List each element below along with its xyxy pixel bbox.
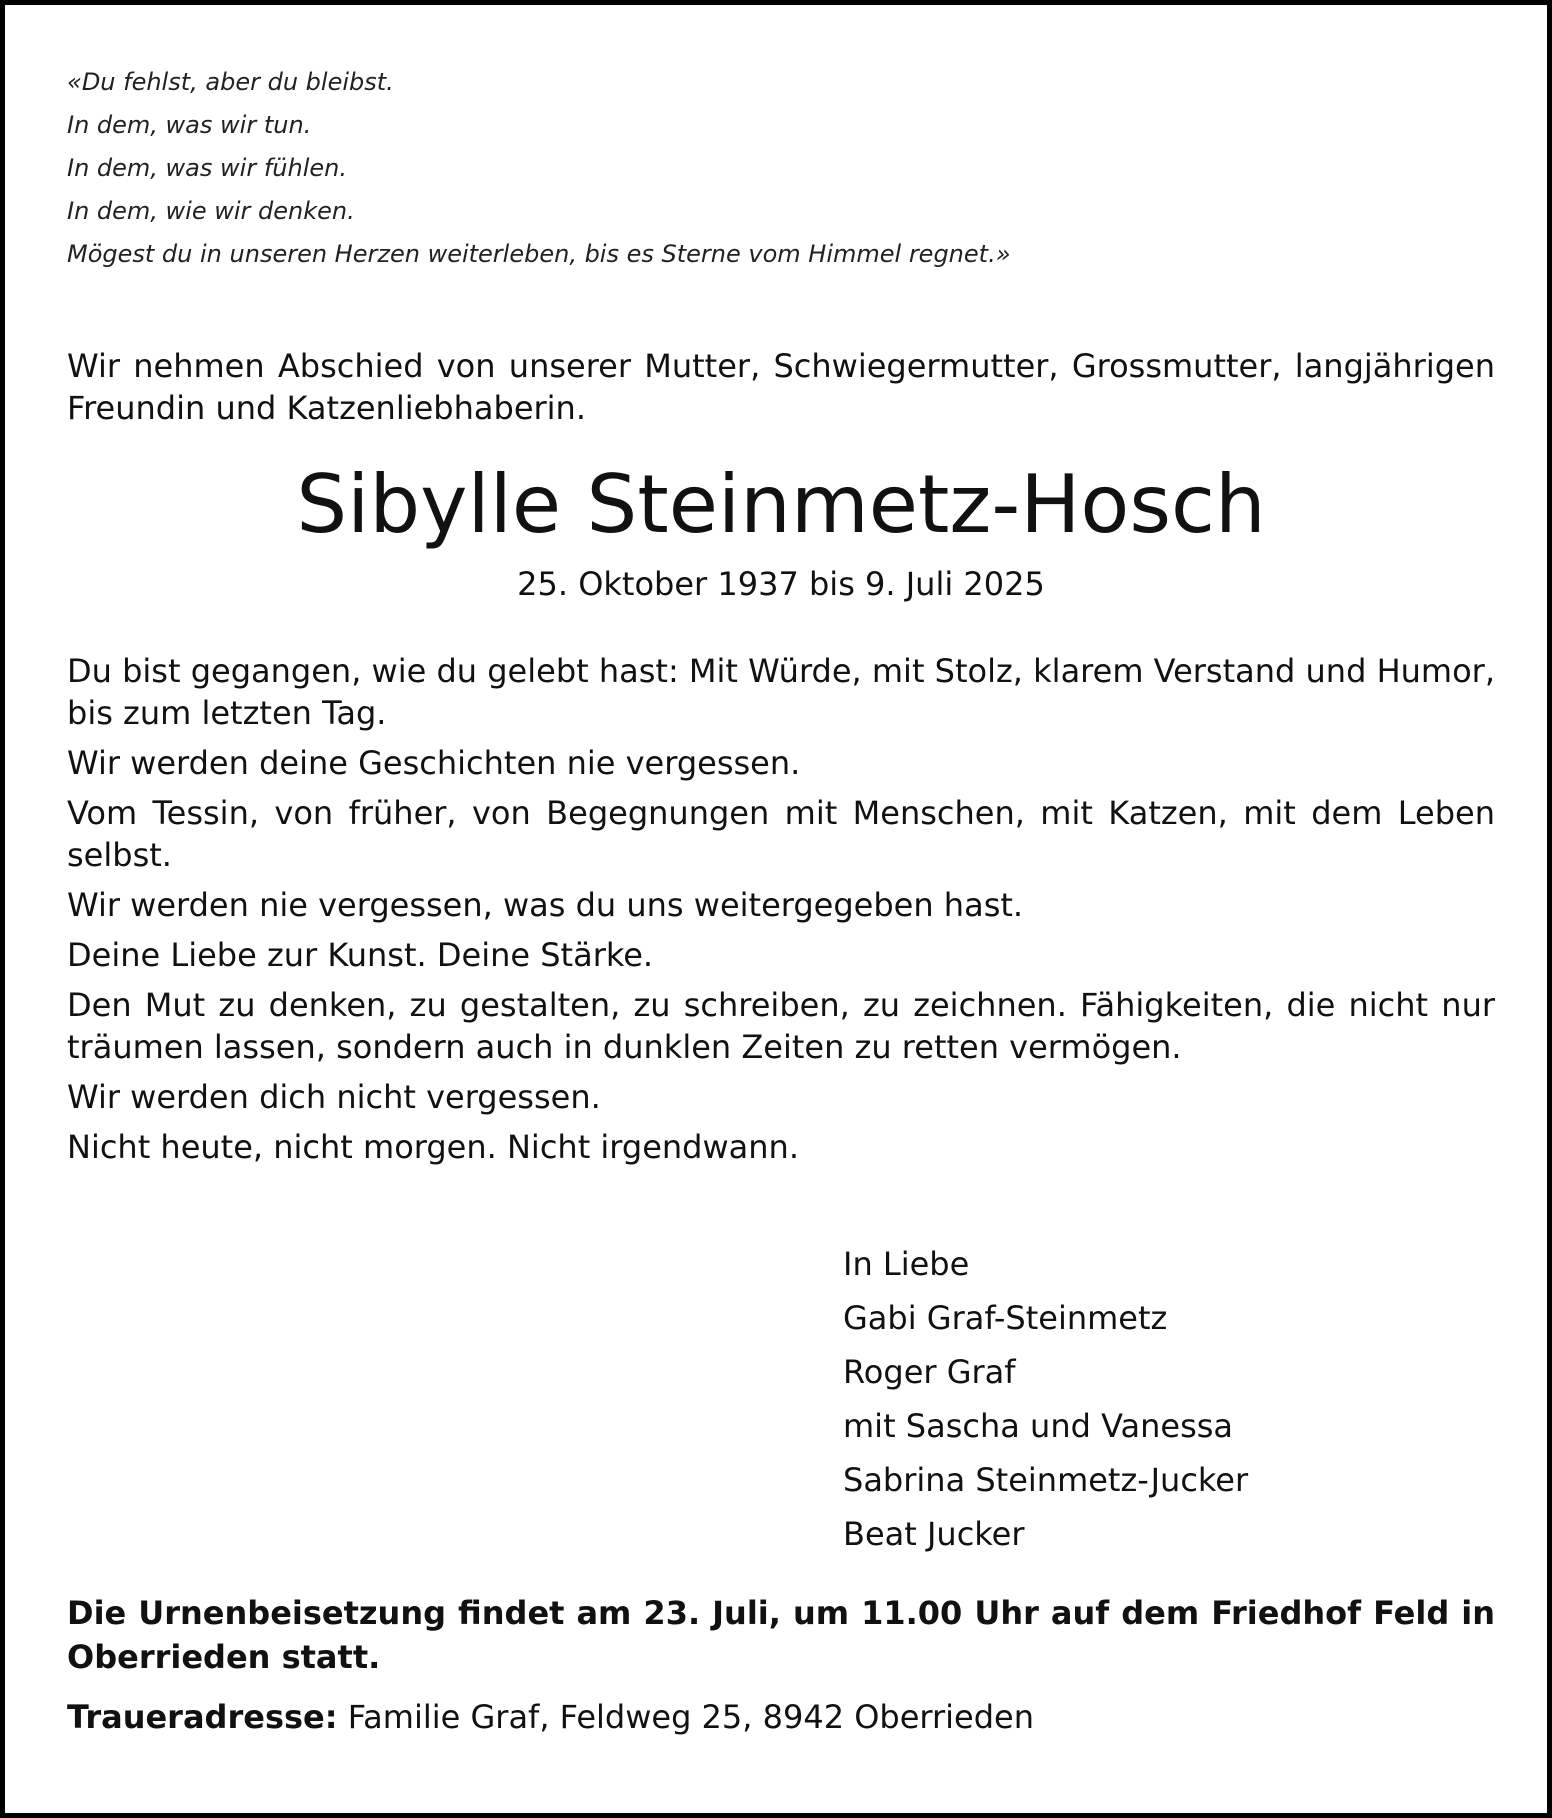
- quote-line: «Du fehlst, aber du bleibst.: [67, 68, 394, 96]
- quote-line: Mögest du in unseren Herzen weiterleben, bis es Sterne vom Himmel regnet.»: [67, 240, 1011, 268]
- eulogy-paragraph: Du bist gegangen, wie du gelebt hast: Mit Würde, mit Stolz, klarem Verstand und Humor, bis zum letzten Tag.: [67, 652, 1495, 732]
- signature-line: Roger Graf: [843, 1353, 1016, 1391]
- signature-line: Beat Jucker: [843, 1515, 1025, 1553]
- eulogy-paragraph: Wir werden deine Geschichten nie vergessen.: [67, 744, 801, 782]
- eulogy-paragraph: Nicht heute, nicht morgen. Nicht irgendwann.: [67, 1128, 799, 1166]
- eulogy-text: [67, 650, 1495, 1176]
- life-dates: 25. Oktober 1937 bis 9. Juli 2025: [517, 565, 1045, 603]
- burial-notice: Die Urnenbeisetzung findet am 23. Juli, um 11.00 Uhr auf dem Friedhof Feld in Oberrieden statt.: [67, 1594, 1495, 1676]
- signature-line: In Liebe: [843, 1245, 970, 1283]
- eulogy-paragraph: Deine Liebe zur Kunst. Deine Stärke.: [67, 936, 654, 974]
- signature-line: mit Sascha und Vanessa: [843, 1407, 1234, 1445]
- eulogy-paragraph: Wir werden nie vergessen, was du uns weitergegeben hast.: [67, 886, 1024, 924]
- signature-line: Sabrina Steinmetz-Jucker: [843, 1461, 1249, 1499]
- farewell-intro: Wir nehmen Abschied von unserer Mutter, Schwiegermutter, Grossmutter, langjährigen Freundin und Katzenliebhaberin.: [67, 347, 1495, 427]
- eulogy-paragraph: Den Mut zu denken, zu gestalten, zu schreiben, zu zeichnen. Fähigkeiten, die nicht nur träumen lassen, sondern auch in dunklen Zeiten zu retten vermögen.: [67, 986, 1495, 1066]
- address-label: Traueradresse:: [67, 1698, 338, 1736]
- address-value: Familie Graf, Feldweg 25, 8942 Oberrieden: [337, 1698, 1035, 1736]
- deceased-name: Sibylle Steinmetz-Hosch: [296, 458, 1266, 551]
- quote-line: In dem, wie wir denken.: [67, 197, 355, 225]
- quote-line: In dem, was wir fühlen.: [67, 154, 347, 182]
- eulogy-paragraph: Wir werden dich nicht vergessen.: [67, 1078, 601, 1116]
- epigraph-quote: [67, 61, 1495, 276]
- family-signature: [843, 1237, 1248, 1561]
- mourning-address: [67, 1695, 1495, 1739]
- quote-line: In dem, was wir tun.: [67, 111, 312, 139]
- signature-line: Gabi Graf-Steinmetz: [843, 1299, 1168, 1337]
- eulogy-paragraph: Vom Tessin, von früher, von Begegnungen mit Menschen, mit Katzen, mit dem Leben selbst.: [67, 794, 1495, 874]
